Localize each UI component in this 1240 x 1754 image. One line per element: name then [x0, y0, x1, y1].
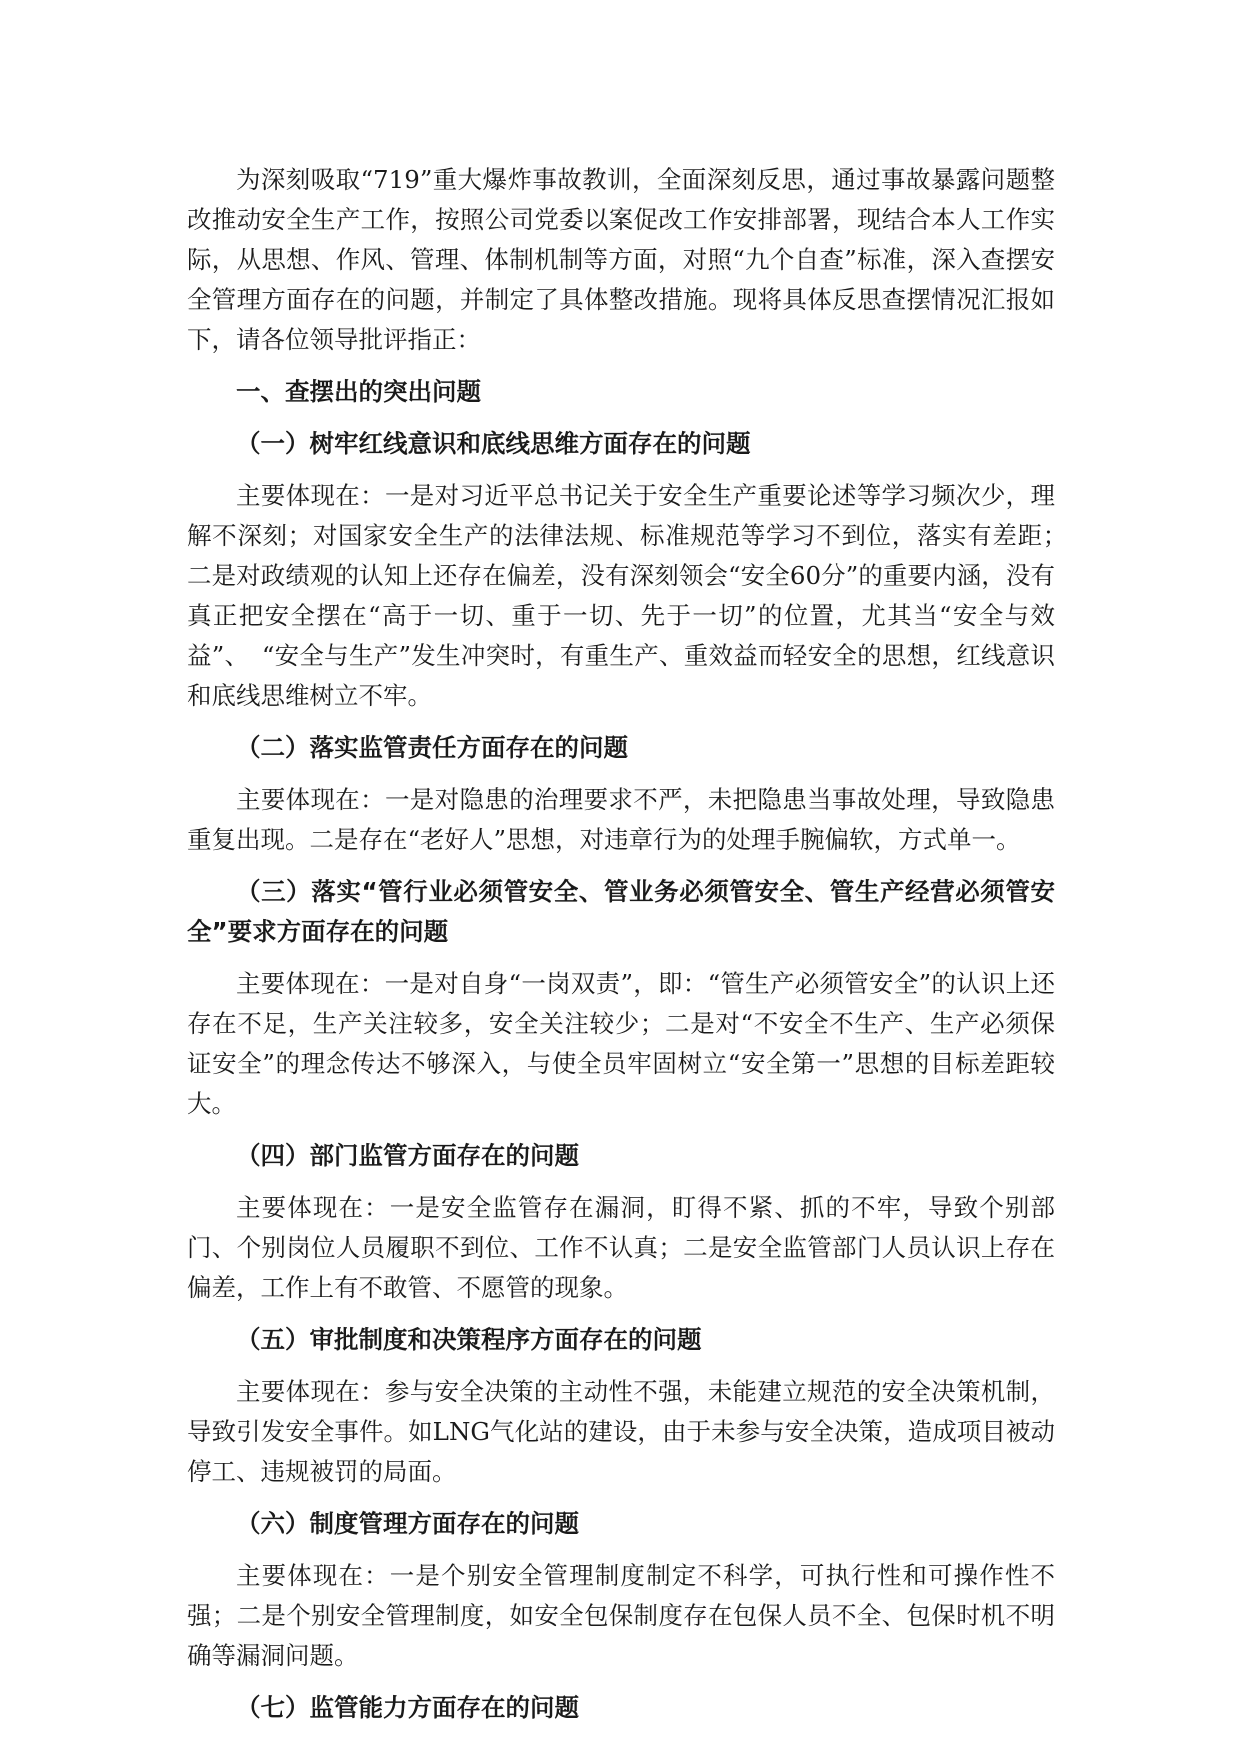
subsection-heading-4: （四）部门监管方面存在的问题 [236, 1141, 579, 1170]
subsection-body-1: 主要体现在：一是对习近平总书记关于安全生产重要论述等学习频次少，理解不深刻；对国家安全生产的法律法规、标准规范等学习不到位，落实有差距； 二是对政绩观的认知上还存在偏差，没有深刻领会“安全60分”的重要内涵，没有真正把安全摆在“高于一切、重于一切、先于一切”的位置，尤其当“安全与效益”、 “安全与生产”发生冲突时，有重生产、重效益而轻安全的思想，红线意识和底线思维树立不牢。 [187, 481, 1080, 710]
subsection-heading-7: （七）监管能力方面存在的问题 [236, 1693, 579, 1722]
subsection-body-4: 主要体现在：一是安全监管存在漏洞，盯得不紧、抓的不牢，导致个别部门、个别岗位人员履职不到位、工作不认真；二是安全监管部门人员认识上存在偏差，工作上有不敢管、不愿管的现象。 [187, 1193, 1055, 1302]
subsection-heading-3: （三）落实“管行业必须管安全、管业务必须管安全、管生产经营必须管安全”要求方面存在的问题 [187, 877, 1055, 946]
subsection-body-3: 主要体现在：一是对自身“一岗双责”，即：“管生产必须管安全”的认识上还存在不足，生产关注较多，安全关注较少；二是对“不安全不生产、生产必须保证安全”的理念传达不够深入，与使全员牢固树立“安全第一”思想的目标差距较大。 [187, 969, 1055, 1118]
subsection-body-2: 主要体现在：一是对隐患的治理要求不严，未把隐患当事故处理，导致隐患重复出现。二是存在“老好人”思想，对违章行为的处理手腕偏软，方式单一。 [187, 785, 1055, 854]
intro-paragraph: 为深刻吸取“719”重大爆炸事故教训，全面深刻反思，通过事故暴露问题整改推动安全生产工作，按照公司党委以案促改工作安排部署，现结合本人工作实际，从思想、作风、管理、体制机制等方面，对照“九个自查”标准，深入查摆安全管理方面存在的问题，并制定了具体整改措施。现将具体反思查摆情况汇报如下，请各位领导批评指正： [187, 165, 1055, 354]
document-body [187, 160, 1080, 1740]
subsection-heading-5: （五）审批制度和决策程序方面存在的问题 [236, 1325, 702, 1354]
subsection-heading-1: （一）树牢红线意识和底线思维方面存在的问题 [236, 429, 751, 458]
subsection-body-6: 主要体现在：一是个别安全管理制度制定不科学，可执行性和可操作性不强；二是个别安全管理制度，如安全包保制度存在包保人员不全、包保时机不明确等漏洞问题。 [187, 1561, 1055, 1670]
section-heading: 一、查摆出的突出问题 [236, 377, 481, 406]
subsection-heading-6: （六）制度管理方面存在的问题 [236, 1509, 579, 1538]
subsection-heading-2: （二）落实监管责任方面存在的问题 [236, 733, 628, 762]
subsection-body-5: 主要体现在：参与安全决策的主动性不强，未能建立规范的安全决策机制，导致引发安全事件。如LNG气化站的建设，由于未参与安全决策，造成项目被动停工、违规被罚的局面。 [187, 1377, 1055, 1486]
